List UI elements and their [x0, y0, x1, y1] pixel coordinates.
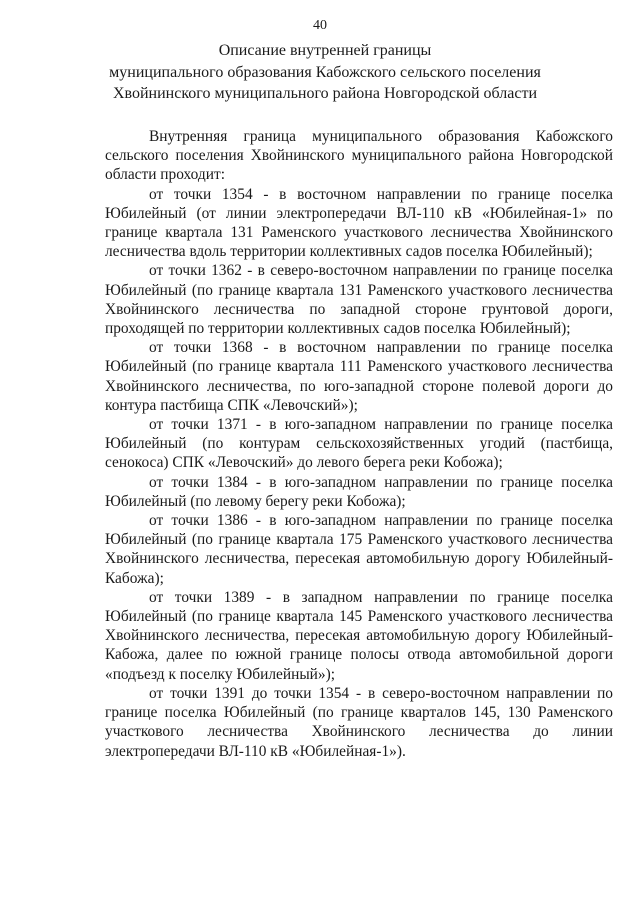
page-number: 40: [313, 18, 327, 33]
title-line-2: муниципального образования Кабожского сельского поселения: [109, 63, 541, 81]
title-line-1: Описание внутренней границы: [218, 42, 432, 59]
boundary-paragraph: от точки 1354 - в восточном направлении по границе поселка Юбилейный (от линии электропередачи ВЛ-110 кВ «Юбилейная-1» по границе квартала 131 Раменского участкового лесничества Хвойнинского лесничества вдоль территории коллективных садов поселка Юбилейный);: [105, 185, 613, 261]
boundary-paragraph: от точки 1371 - в юго-западном направлении по границе поселка Юбилейный (по контурам сельскохозяйственных угодий (пастбища, сенокоса) СПК «Левочский» до левого берега реки Кобожа);: [105, 416, 613, 472]
boundary-paragraph: от точки 1368 - в восточном направлении по границе поселка Юбилейный (по границе квартала 111 Раменского участкового лесничества Хвойнинского лесничества, по юго-западной стороне полевой дороги до контура пастбища СПК «Левочский»);: [105, 339, 613, 414]
boundary-paragraph: от точки 1384 - в юго-западном направлении по границе поселка Юбилейный (по левому берегу реки Кобожа);: [105, 473, 613, 510]
boundary-paragraph: от точки 1391 до точки 1354 - в северо-восточном направлении по границе поселка Юбилейный (по границе кварталов 145, 130 Раменского участкового лесничества Хвойнинского лесничества до линии электропередачи ВЛ-110 кВ «Юбилейная-1»).: [105, 684, 613, 760]
document-title: [90, 40, 560, 105]
boundary-paragraph: от точки 1362 - в северо-восточном направлении по границе поселка Юбилейный (по границе квартала 131 Раменского участкового лесничества Хвойнинского лесничества по западной стороне грунтовой дороги, проходящей по территории коллективных садов поселка Юбилейный);: [105, 262, 613, 338]
title-line-3: Хвойнинского муниципального района Новгородской области: [112, 85, 538, 102]
document-body: [105, 127, 613, 761]
boundary-paragraph: от точки 1386 - в юго-западном направлении по границе поселка Юбилейный (по границе квартала 175 Раменского участкового лесничества Хвойнинского лесничества, пересекая автомобильную дорогу Юбилейный-Кабожа);: [105, 512, 613, 587]
boundary-paragraph: от точки 1389 - в западном направлении по границе поселка Юбилейный (по границе квартала 145 Раменского участкового лесничества Хвойнинского лесничества, пересекая автомобильную дорогу Юбилейный-Кабожа, далее по южной границе полосы отвода автомобильной дороги «подъезд к поселку Юбилейный»);: [105, 588, 613, 683]
intro-paragraph: Внутренняя граница муниципального образования Кабожского сельского поселения Хвойнинского муниципального района Новгородской области проходит:: [105, 128, 613, 184]
